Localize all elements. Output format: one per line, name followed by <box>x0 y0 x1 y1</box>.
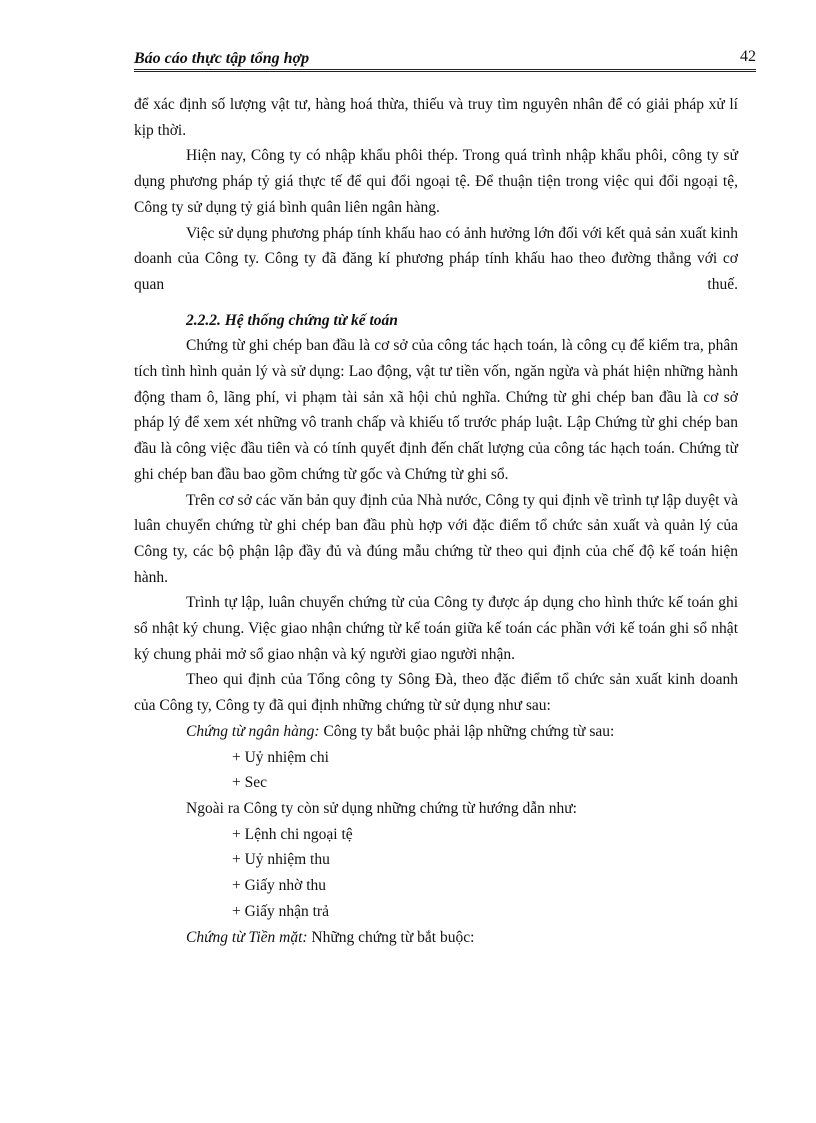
section-heading: 2.2.2. Hệ thống chứng từ kế toán <box>186 311 398 329</box>
bank-docs-line <box>134 719 738 745</box>
paragraph-5: Trên cơ sở các văn bản quy định của Nhà nước, Công ty qui định về trình tự lập duyệt và luân chuyển chứng từ ghi chép ban đầu phù hợp với đặc điểm tổ chức sản xuất và quản lý của Công ty, các bộ phận lập đầy đủ và đúng mẫu chứng từ theo qui định của chế độ kế toán hiện hành. <box>134 491 738 586</box>
other-docs-line: Ngoài ra Công ty còn sử dụng những chứng từ hướng dẫn như: <box>186 799 577 817</box>
list-item: + Giấy nhận trả <box>232 902 329 920</box>
list-item: + Giấy nhờ thu <box>232 877 326 895</box>
cash-docs-line <box>134 925 738 951</box>
page-number: 42 <box>740 48 756 65</box>
bank-docs-label: Chứng từ ngân hàng: <box>186 722 320 740</box>
page-header <box>134 46 756 72</box>
header-title: Báo cáo thực tập tổng hợp <box>134 50 310 67</box>
paragraph-3: Việc sử dụng phương pháp tính khấu hao có ảnh hưởng lớn đối với kết quả sản xuất kinh doanh của Công ty. Công ty đã đăng kí phương pháp tính khấu hao theo đường thẳng với cơ quan thuế. <box>134 224 738 293</box>
paragraph-2: Hiện nay, Công ty có nhập khẩu phôi thép. Trong quá trình nhập khẩu phôi, công ty sử dụng phương pháp tỷ giá thực tế để qui đổi ngoại tệ. Để thuận tiện trong việc qui đổi ngoại tệ, Công ty sử dụng tỷ giá bình quân liên ngân hàng. <box>134 147 738 216</box>
list-item: + Lệnh chi ngoại tệ <box>232 825 353 843</box>
document-body <box>134 92 738 950</box>
list-item: + Uỷ nhiệm chi <box>232 748 329 766</box>
paragraph-6: Trình tự lập, luân chuyển chứng từ của Công ty được áp dụng cho hình thức kế toán ghi sổ nhật ký chung. Việc giao nhận chứng từ kế toán giữa kế toán các phần với kế toán ghi sổ nhật ký chung phải mở sổ giao nhận và ký người giao người nhận. <box>134 594 738 663</box>
cash-docs-label: Chứng từ Tiền mặt: <box>186 928 308 946</box>
header-rule <box>134 69 756 72</box>
paragraph-1: để xác định số lượng vật tư, hàng hoá thừa, thiếu và truy tìm nguyên nhân để có giải pháp xử lí kịp thời. <box>134 96 738 139</box>
cash-docs-text: Những chứng từ bắt buộc: <box>307 928 475 946</box>
paragraph-7: Theo qui định của Tổng công ty Sông Đà, theo đặc điểm tổ chức sản xuất kinh doanh của Công ty, Công ty đã qui định những chứng từ sử dụng như sau: <box>134 671 738 715</box>
paragraph-4: Chứng từ ghi chép ban đầu là cơ sở của công tác hạch toán, là công cụ để kiểm tra, phân tích tình hình quản lý và sử dụng: Lao động, vật tư tiền vốn, ngăn ngừa và phát hiện những hành động tham ô, lãng phí, vi phạm tài sản xã hội chủ nghĩa. Chứng từ ghi chép ban đầu là cơ sở pháp lý để xem xét những vô tranh chấp và khiếu tố trước pháp luật. Lập Chứng từ ghi chép ban đầu là công việc đầu tiên và có tính quyết định đến chất lượng của công tác hạch toán. Chứng từ ghi chép ban đầu bao gồm chứng từ gốc và Chứng từ ghi sổ. <box>134 337 738 483</box>
list-item: + Uỷ nhiệm thu <box>232 851 330 869</box>
list-item: + Sec <box>232 774 267 792</box>
bank-docs-text: Công ty bắt buộc phải lập những chứng từ sau: <box>319 722 615 740</box>
